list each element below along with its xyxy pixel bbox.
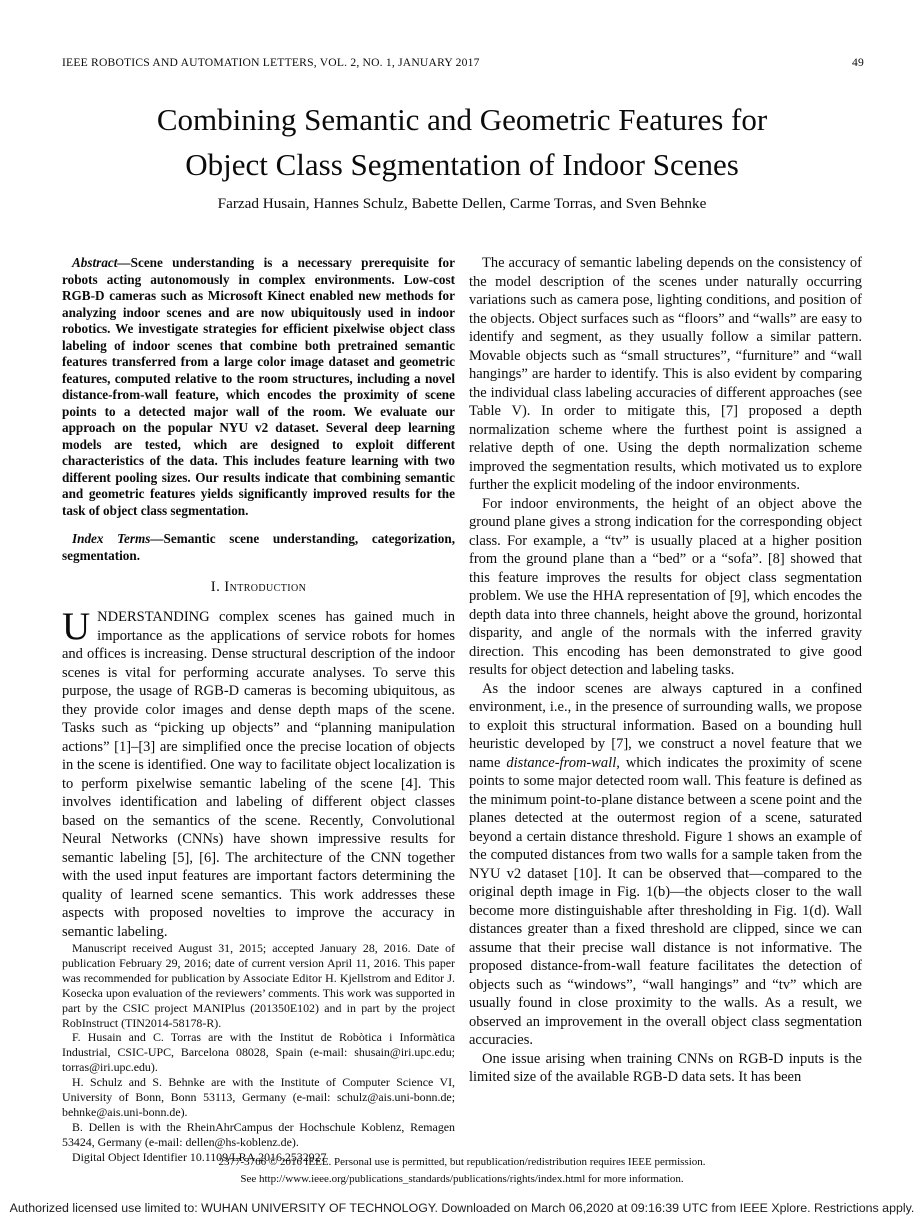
intro-paragraph-text: NDERSTANDING complex scenes has gained much in importance as the applications of service robots for homes and offices is increasing. Dense structural description of the indoor scenes is vital for performing accurate analyses. To serve this purpose, the usage of RGB-D cameras is becoming ubiquitous, as they provide color images and dense depth maps of the scene. Tasks such as “picking up objects” and “planning manipulation actions” [1]–[3] are simplified once the precise location of objects in the scene is identified. One way to facilitate object localization is to perform pixelwise semantic labeling of the scene [4]. This involves identification and labeling of different object classes based on the semantics of the scene. Recently, Convolutional Neural Networks (CNNs) have shown impressive results for semantic labeling [5], [6]. The architecture of the CNN together with the used input features are important factors determining the quality of learned scene semantics. This work addresses these aspects with proposed novelties to improve the accuracy in semantic labeling. (62, 609, 455, 940)
xplore-license-stamp: Authorized licensed use limited to: WUHAN UNIVERSITY OF TECHNOLOGY. Downloaded on March 06,2020 at 09:16:39 UTC from IEEE Xplore. Restrictions apply. (9, 1201, 915, 1215)
distance-from-wall-term: distance-from-wall, (506, 754, 620, 771)
running-header (62, 56, 864, 69)
permissions-url-line: See http://www.ieee.org/publications_standards/publications/rights/index.html for more information. (240, 1172, 684, 1185)
body-paragraph-cnn-training: One issue arising when training CNNs on RGB-D inputs is the limited size of the available RGB-D data sets. It has been (469, 1050, 862, 1085)
body-paragraph-distance-from-wall (469, 680, 862, 1050)
drop-cap: U (62, 605, 91, 648)
paper-title-line2: Object Class Segmentation of Indoor Scenes (185, 147, 739, 182)
left-column (62, 252, 455, 1164)
body-paragraph-height-feature: For indoor environments, the height of an object above the ground plane gives a strong indication for the corresponding object class. For example, a “tv” is usually placed at a higher position from the ground plane than a “bed” or a “sofa”. [8] showed that this feature improves the results for object class segmentation problem. We use the HHA representation of [9], which encodes the depth data into three channels, height above the ground, horizontal disparity, and angle of the normals with the inferred gravity direction. This encoding has been demonstrated to give good results for object detection and labeling tasks. (469, 495, 862, 678)
first-page-footnotes (62, 941, 455, 1165)
body-paragraph-accuracy: The accuracy of semantic labeling depends on the consistency of the model description of the scenes under naturally occurring variations such as camera pose, lighting conditions, and position of the objects. Object surfaces such as “floors” and “walls” are easy to identify and segment, as they usually follow a similar pattern. Movable objects such as “small structures”, “furniture” and “wall hangings” are harder to identify. This is also evident by comparing the individual class labeling accuracies of different approaches (see Table V). In order to mitigate this, [7] proposed a depth normalization scheme where the furthest point is assigned a relative depth of one. Using the depth normalization scheme improved the segmentation results, which motivated us to explore further the explicit modeling of the indoor environments. (469, 255, 862, 493)
journal-header: IEEE ROBOTICS AND AUTOMATION LETTERS, VOL. 2, NO. 1, JANUARY 2017 (62, 56, 480, 69)
section-heading-introduction: I. Introduction (210, 579, 307, 595)
paper-title-line1: Combining Semantic and Geometric Features for (156, 102, 768, 137)
paragraph-segment: which indicates the proximity of scene points to some major detected room wall. This feature is defined as the minimum point-to-plane distance between a scene point and the planes detected at the outermost region of a scene, saturated beyond a certain distance threshold. Figure 1 shows an example of the computed distances from two walls for a sample taken from the NYU v2 dataset [10]. It can be observed that—compared to the original depth image in Fig. 1(b)—the objects closer to the wall become more distinguishable after thresholding in Fig. 1(d). Wall distances greater than a fixed threshold are clipped, since we can assume that their precise wall distance is not informative. The proposed distance-from-wall feature facilitates the detection of objects such as “windows”, “wall hangings” and “tv” which are usually found in close proximity to the walls. As a result, we observed an improvement in the overall object class segmentation accuracies. (469, 754, 862, 1048)
intro-paragraph (62, 605, 455, 941)
right-column (469, 252, 862, 1156)
footnote-doi: Digital Object Identifier 10.1109/LRA.2016.2532927 (72, 1149, 327, 1164)
footnote-manuscript-history: Manuscript received August 31, 2015; accepted January 28, 2016. Date of publication February 29, 2016; date of current version April 11, 2016. This paper was recommended for publication by Associate Editor H. Kjellstrom and Editor J. Kosecka upon evaluation of the reviewers’ comments. This work was supported in part by the CSIC project MANIPlus (201350E102) and in part by the project RobInstruct (TIN2014-58178-R). (62, 941, 455, 1030)
abstract-text: Scene understanding is a necessary prerequisite for robots acting autonomously in complex environments. Low-cost RGB-D cameras such as Microsoft Kinect enabled new methods for analyzing indoor scenes and are now ubiquitously used in indoor robotics. We investigate strategies for efficient pixelwise object class labeling of indoor scenes that combine both pretrained semantic features transferred from a large color image dataset and geometric features, computed relative to the room structures, including a novel distance-from-wall feature, which encodes the proximity of scene points to a detected major wall of the room. We evaluate our approach on the popular NYU v2 dataset. Several deep learning models are tested, which are designed to exploit different characteristics of the data. This includes feature learning with two different pooling sizes. Our results indicate that combining semantic and geometric features yields significantly improved results for the task of object class segmentation. (62, 255, 455, 518)
copyright-line: 2377-3766 © 2016 IEEE. Personal use is permitted, but republication/redistribution requires IEEE permission. (218, 1156, 706, 1168)
page-number: 49 (852, 56, 864, 69)
index-terms-text: Semantic scene understanding, categorization, segmentation. (62, 531, 455, 563)
index-terms (62, 531, 455, 564)
authors-line: Farzad Husain, Hannes Schulz, Babette Dellen, Carme Torras, and Sven Behnke (217, 195, 707, 212)
footnote-affiliation-husain-torras: F. Husain and C. Torras are with the Institut de Robòtica i Informàtica Industrial, CSIC-UPC, Barcelona 08028, Spain (e-mail: shusain@iri.upc.edu; torras@iri.upc.edu). (62, 1030, 455, 1075)
paper-title (0, 97, 924, 187)
copyright-footer (0, 1154, 924, 1187)
abstract-label: Abstract— (72, 255, 131, 270)
index-terms-label: Index Terms— (72, 531, 164, 546)
footnote-affiliation-dellen: B. Dellen is with the RheinAhrCampus der Hochschule Koblenz, Remagen 53424, Germany (e-mail: dellen@hs-koblenz.de). (62, 1119, 455, 1149)
abstract (62, 255, 455, 519)
footnote-affiliation-schulz-behnke: H. Schulz and S. Behnke are with the Institute of Computer Science VI, University of Bonn, Bonn 53113, Germany (e-mail: schulz@ais.uni-bonn.de; behnke@ais.uni-bonn.de). (62, 1075, 455, 1119)
paragraph-segment: As the indoor scenes are always captured in a confined environment, i.e., in the presence of surrounding walls, we propose to exploit this structural information. Based on a bounding hull heuristic developed by [7], we construct a novel feature that we name (469, 680, 862, 771)
